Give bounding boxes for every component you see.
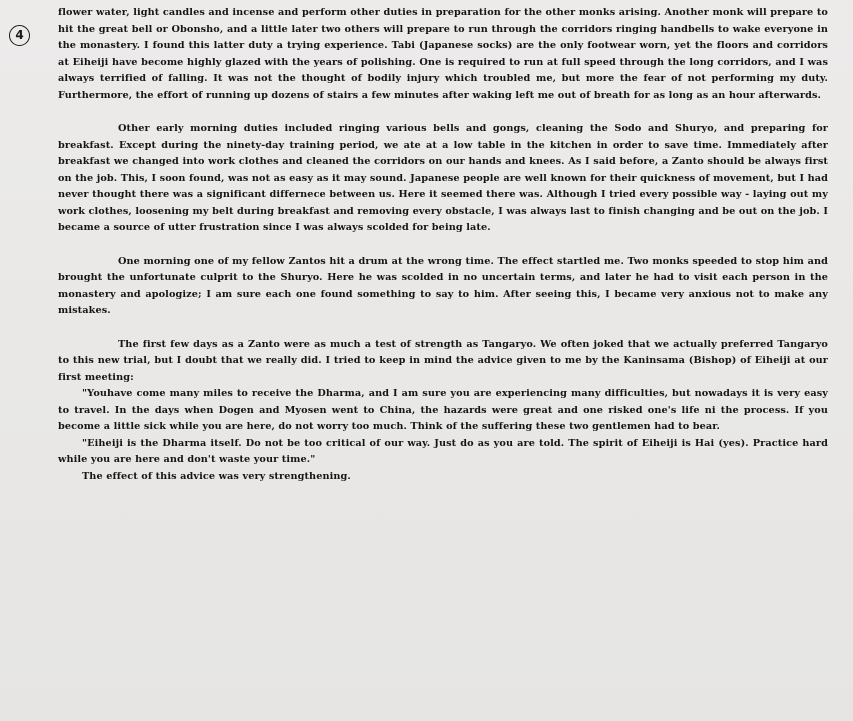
paragraph-gap [58, 104, 828, 121]
body-text [58, 5, 828, 485]
page-number-badge: 4 [9, 25, 30, 46]
paragraph-gap [58, 237, 828, 254]
paragraph-4: The first few days as a Zanto were as much a test of strength as Tangaryo. We often joked that we actually preferred Tangaryo to this new trial, but I doubt that we really did. I tried to keep in mind the advice given to me by the Kaninsama (Bishop) of Eiheiji at our first meeting: [58, 338, 828, 383]
paragraph-1: flower water, light candles and incense and perform other duties in preparation for the other monks arising. Another monk will prepare to hit the great bell or Obonsho, and a little later two others will prepare to run through the corridors ringing handbells to wake everyone in the monastery. I found this latter duty a trying experience. Tabi (Japanese socks) are the only footwear worn, yet the floors and corridors at Eiheiji have become highly glazed with the years of polishing. One is required to run at full speed through the long corridors, and I was always terrified of falling. It was not the thought of bodily injury which troubled me, but more the fear of not performing my duty. Furthermore, the effort of running up dozens of stairs a few minutes after waking left me out of breath for as long as an hour afterwards. [58, 7, 828, 101]
quote-paragraph-2: "Eiheiji is the Dharma itself. Do not be too critical of our way. Just do as you are told. The spirit of Eiheiji is Hai (yes). Practice hard while you are here and don't waste your time." [58, 437, 828, 465]
closing-line: The effect of this advice was very strengthening. [82, 470, 351, 482]
paragraph-3: One morning one of my fellow Zantos hit a drum at the wrong time. The effect startled me. Two monks speeded to stop him and brought the unfortunate culprit to the Shuryo. Here he was scolded in no uncertain terms, and later he had to visit each person in the monastery and apologize; I am sure each one found something to say to him. After seeing this, I became very anxious not to make any mistakes. [58, 255, 828, 316]
paragraph-gap [58, 320, 828, 337]
paragraph-2: Other early morning duties included ringing various bells and gongs, cleaning the Sodo and Shuryo, and preparing for breakfast. Except during the ninety-day training period, we ate at a low table in the kitchen in order to save time. Immediately after breakfast we changed into work clothes and cleaned the corridors on our hands and knees. As I said before, a Zanto should be always first on the job. This, I soon found, was not as easy as it may sound. Japanese people are well known for their quickness of movement, but I had never thought there was a significant differnece between us. Here it seemed there was. Although I tried every possible way - laying out my work clothes, loosening my belt during breakfast and removing every obstacle, I was always last to finish changing and be out on the job. I became a source of utter frustration since I was always scolded for being late. [58, 123, 828, 233]
quote-paragraph-1: "Youhave come many miles to receive the Dharma, and I am sure you are experiencing many difficulties, but nowadays it is very easy to travel. In the days when Dogen and Myosen went to China, the hazards were great and one risked one's life ni the process. If you become a little sick while you are here, do not worry too much. Think of the suffering these two gentlemen had to bear. [58, 388, 828, 432]
